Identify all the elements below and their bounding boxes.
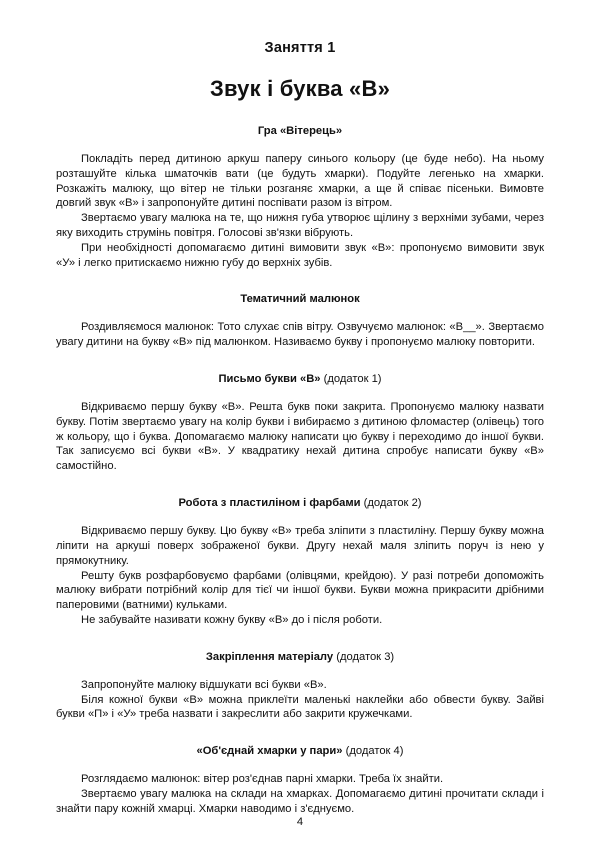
body-paragraph: Звертаємо увагу малюка на склади на хмарках. Допомагаємо дитині прочитати склади і знайти пару кожній хмарці. Хмарки наводимо і з'єднуємо.: [56, 787, 544, 815]
body-paragraph: Запропонуйте малюку відшукати всі букви «В».: [81, 678, 327, 691]
body-paragraph: Відкриваємо першу букву «В». Решта букв поки закрита. Пропонуємо малюку назвати букву. Потім звертаємо увагу на колір букви і вибираємо з дитиною фломастер (олівець) того ж кольору, що і буква. Допомагаємо малюку написати цю букву і переходимо до іншої букви. Так записуємо всі букви «В». У квадратику нехай дитина спробує написати букву «В» самостійно.: [56, 401, 544, 473]
document-section: [56, 474, 544, 628]
section-heading: [56, 628, 544, 665]
section-heading: [56, 102, 544, 139]
document-section: [56, 102, 544, 270]
section-heading-title: «Об'єднай хмарки у пари»: [196, 745, 343, 758]
body-paragraph: Біля кожної букви «В» можна приклеїти маленькі наклейки або обвести букву. Зайві букви «П» і «У» треба назвати і закреслити або закрити кружечками.: [56, 693, 544, 721]
body-paragraph: Решту букв розфарбовуємо фарбами (олівцями, крейдою). У разі потреби допоможіть малюку вибрати потрібний колір для тієї чи іншої букви. Букви можна прикрасити дрібними паперовими (ватними) кульками.: [56, 569, 544, 612]
document-section: [56, 350, 544, 474]
section-heading-appendix-ref: (додаток 3): [333, 650, 395, 663]
lesson-number: Заняття 1: [264, 40, 336, 56]
section-heading-title: Робота з пластиліном і фарбами: [178, 497, 361, 510]
section-heading-title: Письмо букви «В»: [218, 373, 321, 386]
section-heading-title: Тематичний малюнок: [240, 293, 360, 306]
body-paragraph: Не забувайте називати кожну букву «В» до і після роботи.: [81, 613, 383, 626]
body-paragraph: Роздивляємося малюнок: Тото слухає спів вітру. Озвучуємо малюнок: «В__». Звертаємо увагу дитини на букву «В» під малюнком. Називаємо букву і пропонуємо малюку повторити.: [56, 321, 544, 349]
document-section: [56, 270, 544, 350]
body-paragraph: Покладіть перед дитиною аркуш паперу синього кольору (це буде небо). На ньому розташуйте кілька шматочків вати (це будуть хмарки). Подуйте легенько на хмарки. Розкажіть малюку, що вітер не тільки розганяє хмарки, а ще й співає пісеньки. Вимовте довгий звук «В» і запропонуйте дитині поспівати разом із вітром.: [56, 153, 544, 210]
section-heading-appendix-ref: (додаток 4): [342, 745, 404, 758]
section-heading-title: Закріплення матеріалу: [205, 650, 334, 663]
body-paragraph: Звертаємо увагу малюка на те, що нижня губа утворює щілину з верхніми зубами, через яку виходить струмінь повітря. Голосові зв'язки вібрують.: [56, 212, 544, 240]
section-heading-appendix-ref: (додаток 1): [320, 373, 382, 386]
body-paragraph: При необхідності допомагаємо дитині вимовити звук «В»: пропонуємо вимовити звук «У» і легко притискаємо нижню губу до верхніх зубів.: [56, 241, 544, 269]
section-heading: [56, 270, 544, 307]
document-section: [56, 722, 544, 816]
page-title: Звук і буква «В»: [209, 76, 391, 101]
body-paragraph: Розглядаємо малюнок: вітер роз'єднав парні хмарки. Треба їх знайти.: [81, 773, 444, 786]
page-number: 4: [296, 816, 304, 828]
section-heading: [56, 474, 544, 511]
sections-container: [56, 102, 544, 817]
body-paragraph: Відкриваємо першу букву. Цю букву «В» треба зліпити з пластиліну. Першу букву можна ліпити на аркуші поверх зображеної букви. Другу нехай маля зліпить поруч із нею у прямокутнику.: [56, 525, 544, 567]
document-section: [56, 628, 544, 722]
section-heading: [56, 722, 544, 759]
section-heading-appendix-ref: (додаток 2): [360, 497, 422, 510]
section-heading-title: Гра «Вітерець»: [257, 125, 343, 137]
section-heading: [56, 350, 544, 387]
